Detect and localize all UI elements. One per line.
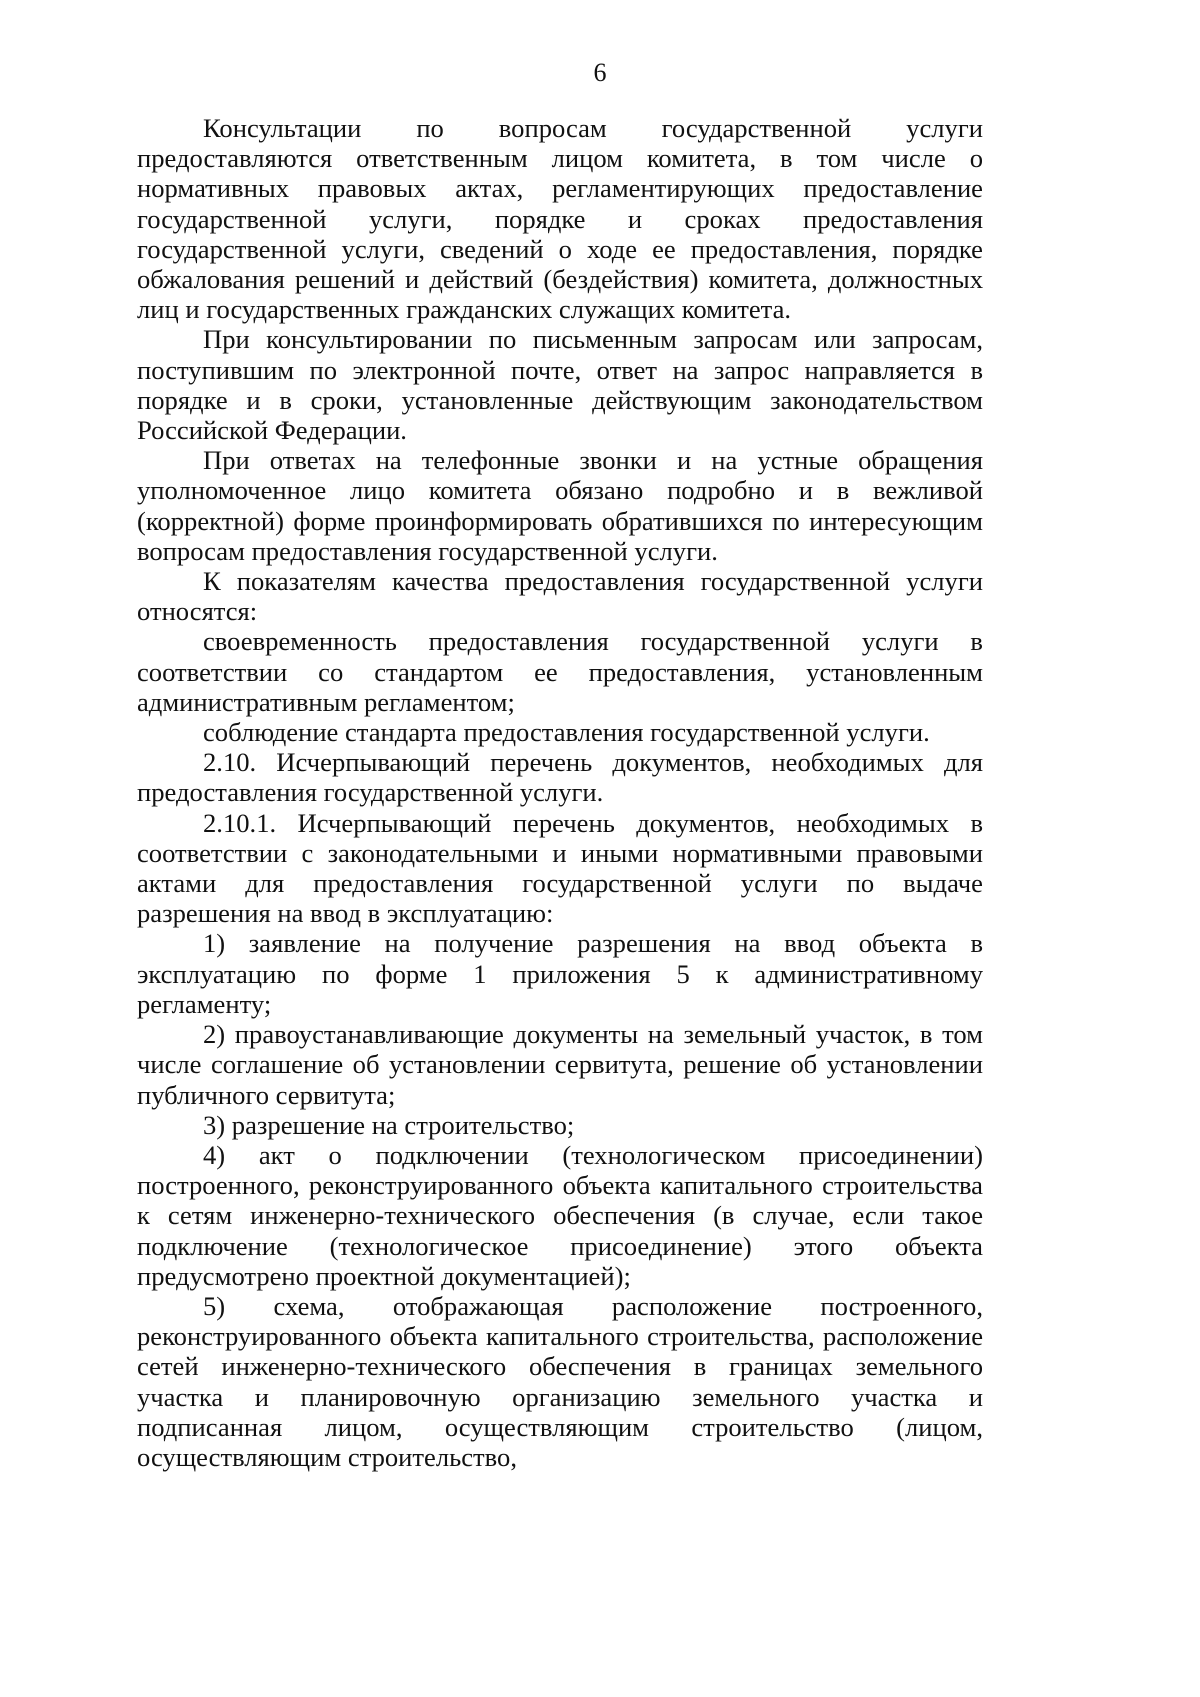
list-item-4: 4) акт о подключении (технологическом присоединении) построенного, реконструированного объекта капитального строительства к сетям инженерно-технического обеспечения (в случае, если такое подключение (технологическое присоединение) этого объекта предусмотрено проектной документацией); (137, 1139, 983, 1291)
paragraph-section-2-10-1: 2.10.1. Исчерпывающий перечень документов, необходимых в соответствии с законодательными и иными нормативными правовыми актами для предоставления государственной услуги по выдаче разрешения на ввод в эксплуатацию: (137, 807, 983, 929)
paragraph-written-requests: При консультировании по письменным запросам или запросам, поступившим по электронной почте, ответ на запрос направляется в порядке и в сроки, установленные действующим законодательством Российской Федерации. (137, 324, 983, 446)
list-item-3: 3) разрешение на строительство; (203, 1109, 575, 1140)
paragraph-standard-compliance: соблюдение стандарта предоставления государственной услуги. (203, 717, 930, 748)
list-item-5: 5) схема, отображающая расположение построенного, реконструированного объекта капитального строительства, расположение сетей инженерно-технического обеспечения в границах земельного участка и планировочную организацию земельного участка и подписанная лицом, осуществляющим строительство (лицом, осуществляющим строительство, (137, 1290, 983, 1472)
document-body (137, 113, 983, 1472)
list-item-1: 1) заявление на получение разрешения на ввод объекта в эксплуатацию по форме 1 приложения 5 к административному регламенту; (137, 928, 983, 1019)
paragraph-quality-indicators: К показателям качества предоставления государственной услуги относятся: (137, 566, 983, 627)
paragraph-consultations: Консультации по вопросам государственной услуги предоставляются ответственным лицом комитета, в том числе о нормативных правовых актах, регламентирующих предоставление государственной услуги, порядке и сроках предоставления государственной услуги, сведений о ходе ее предоставления, порядке обжалования решений и действий (бездействия) комитета, должностных лиц и государственных гражданских служащих комитета. (137, 113, 983, 325)
page-number: 6 (593, 58, 607, 87)
paragraph-timeliness: своевременность предоставления государственной услуги в соответствии со стандартом ее предоставления, установленным административным регламентом; (137, 626, 983, 717)
paragraph-phone-calls: При ответах на телефонные звонки и на устные обращения уполномоченное лицо комитета обязано подробно и в вежливой (корректной) форме проинформировать обратившихся по интересующим вопросам предоставления государственной услуги. (137, 445, 983, 566)
list-item-2: 2) правоустанавливающие документы на земельный участок, в том числе соглашение об установлении сервитута, решение об установлении публичного сервитута; (137, 1019, 983, 1110)
paragraph-section-2-10: 2.10. Исчерпывающий перечень документов, необходимых для предоставления государственной услуги. (137, 747, 983, 808)
